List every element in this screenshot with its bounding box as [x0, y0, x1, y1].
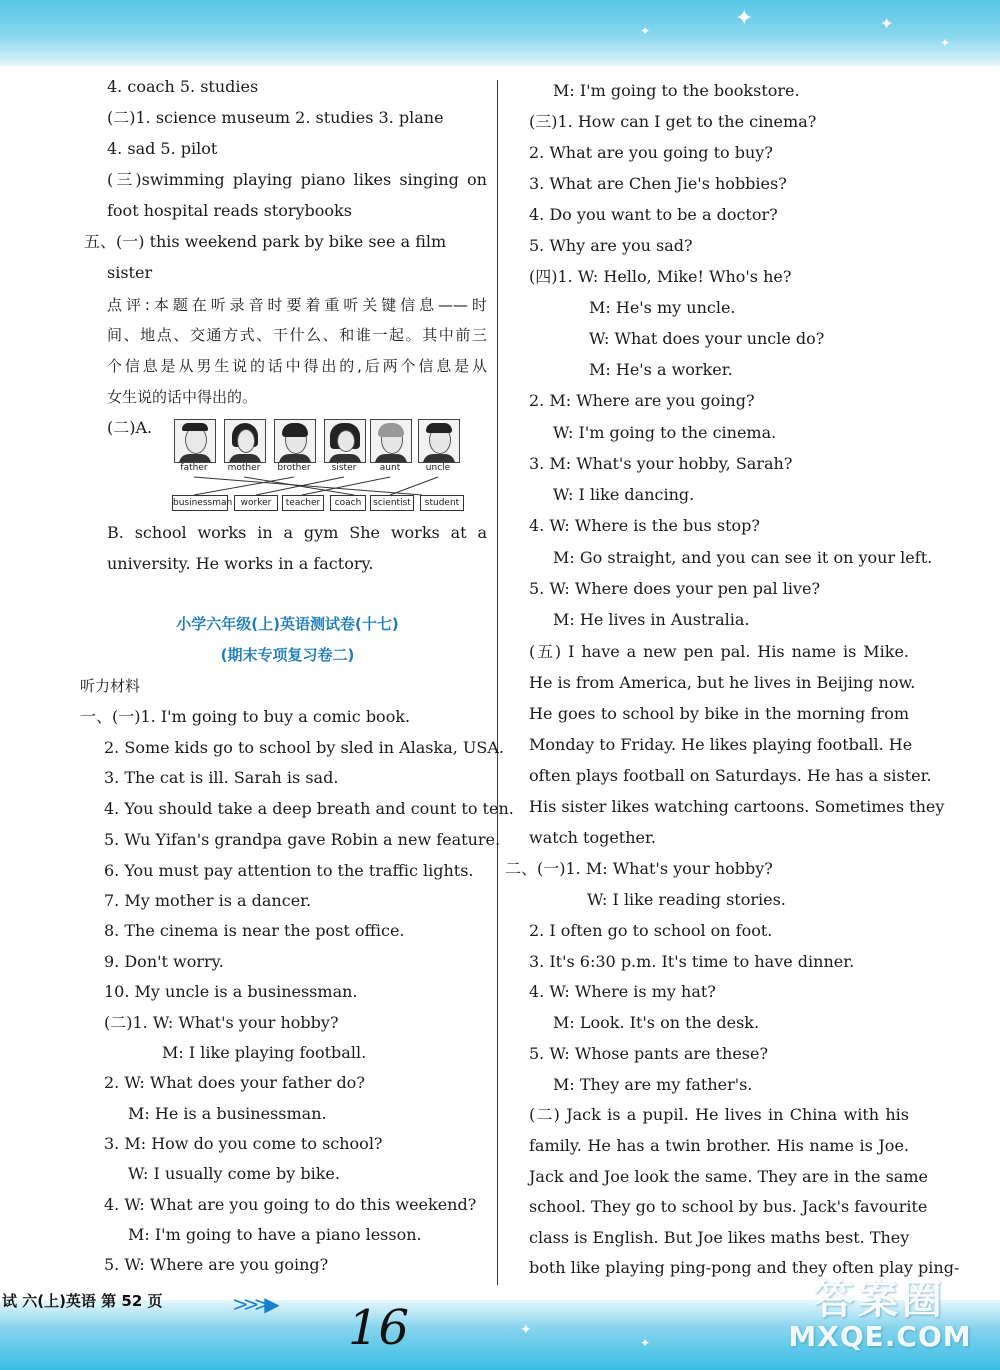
passage-line: Jack and Joe look the same. They are in the same [529, 1167, 928, 1186]
answer-line: foot hospital reads storybooks [107, 201, 352, 220]
watermark-title: 答案圈 [814, 1277, 946, 1323]
script-line: 5. W: Whose pants are these? [529, 1044, 769, 1063]
script-line: M: He lives in Australia. [553, 610, 750, 629]
sparkle-icon: ✦ [735, 6, 754, 31]
answer-line: 4. coach 5. studies [107, 77, 259, 96]
script-line: 3. The cat is ill. Sarah is sad. [104, 768, 339, 787]
job-box: student [420, 495, 464, 511]
script-line: M: I like playing football. [162, 1043, 367, 1062]
section-heading: 听力材料 [80, 677, 141, 695]
sparkle-icon: ✦ [940, 36, 951, 50]
script-line: 5. Wu Yifan's grandpa gave Robin a new feature. [104, 830, 501, 849]
script-line: 4. W: Where is my hat? [529, 982, 716, 1001]
script-line: W: I'm going to the cinema. [553, 423, 777, 442]
mother-portrait [224, 419, 266, 463]
test-title: 小学六年级(上)英语测试卷(十七) [176, 615, 399, 633]
father-portrait [174, 419, 216, 463]
script-line: M: He's a worker. [589, 360, 733, 379]
script-line: M: I'm going to the bookstore. [553, 81, 800, 100]
comment-line: 间、地点、交通方式、干什么、和谁一起。其中前三 [107, 326, 487, 344]
person-label: father [180, 463, 208, 473]
script-line: 2. What are you going to buy? [529, 143, 773, 162]
page-footer: 试 六(上)英语 第 52 页 [2, 1292, 163, 1310]
watermark [770, 1278, 990, 1352]
script-line: 5. Why are you sad? [529, 236, 693, 255]
passage-line: (二) Jack is a pupil. He lives in China with his [529, 1105, 909, 1124]
person-label: uncle [425, 463, 451, 473]
test-subtitle: (期末专项复习卷二) [220, 646, 355, 664]
script-line: (二)1. W: What's your hobby? [104, 1013, 339, 1032]
script-line: (四)1. W: Hello, Mike! Who's he? [529, 267, 792, 286]
script-line: M: He's my uncle. [589, 298, 736, 317]
passage-line: His sister likes watching cartoons. Sometimes they [529, 797, 945, 816]
script-line: 9. Don't worry. [104, 952, 224, 971]
comment-line: 个信息是从男生说的话中得出的,后两个信息是从 [107, 357, 487, 375]
script-line: 8. The cinema is near the post office. [104, 921, 405, 940]
script-line: 二、(一)1. M: What's your hobby? [505, 859, 773, 878]
answer-line: 4. sad 5. pilot [107, 139, 218, 158]
brother-portrait [274, 419, 316, 463]
answer-line: (三)swimming playing piano likes singing on [107, 170, 487, 189]
script-line: 一、(一)1. I'm going to buy a comic book. [80, 707, 411, 726]
arrow-icon: >>>▶ [232, 1292, 274, 1316]
script-line: W: What does your uncle do? [589, 329, 825, 348]
passage-line: (五) I have a new pen pal. His name is Mike. [529, 642, 909, 661]
sparkle-icon: ✦ [640, 24, 651, 38]
sparkle-icon: ✦ [880, 14, 894, 33]
aunt-portrait [370, 419, 412, 463]
script-line: M: I'm going to have a piano lesson. [128, 1225, 422, 1244]
passage-line: often plays football on Saturdays. He has a sister. [529, 766, 932, 785]
answer-line: 五、(一) this weekend park by bike see a film [84, 232, 447, 251]
script-line: 2. W: What does your father do? [104, 1073, 365, 1092]
comment-line: 点评:本题在听录音时要着重听关键信息——时 [107, 296, 487, 314]
job-box: coach [330, 495, 366, 511]
script-line: 6. You must pay attention to the traffic lights. [104, 861, 474, 880]
passage-line: family. He has a twin brother. His name is Joe. [529, 1136, 909, 1155]
answer-line: B. school works in a gym She works at a [107, 523, 487, 542]
job-box: teacher [282, 495, 324, 511]
script-line: 4. W: What are you going to do this weekend? [104, 1195, 477, 1214]
top-decorative-band [0, 0, 1000, 66]
job-box: scientist [370, 495, 414, 511]
script-line: M: Go straight, and you can see it on your left. [553, 548, 933, 567]
passage-line: watch together. [529, 828, 656, 847]
script-line: W: I like reading stories. [587, 890, 786, 909]
person-label: mother [227, 463, 261, 473]
script-line: 2. I often go to school on foot. [529, 921, 773, 940]
person-label: aunt [379, 463, 401, 473]
script-line: W: I like dancing. [553, 485, 695, 504]
script-line: 3. M: How do you come to school? [104, 1134, 383, 1153]
passage-line: both like playing ping-pong and they often play ping- [529, 1258, 960, 1277]
script-line: 3. M: What's your hobby, Sarah? [529, 454, 793, 473]
script-line: 3. It's 6:30 p.m. It's time to have dinner. [529, 952, 855, 971]
passage-line: school. They go to school by bus. Jack's favourite [529, 1197, 928, 1216]
script-line: M: They are my father's. [553, 1075, 753, 1094]
passage-line: class is English. But Joe likes maths best. They [529, 1228, 910, 1247]
person-label: sister [331, 463, 357, 473]
script-line: 4. Do you want to be a doctor? [529, 205, 778, 224]
script-line: 4. You should take a deep breath and count to ten. [104, 799, 514, 818]
answer-line: university. He works in a factory. [107, 554, 374, 573]
script-line: 10. My uncle is a businessman. [104, 982, 358, 1001]
script-line: 5. W: Where does your pen pal live? [529, 579, 821, 598]
passage-line: Monday to Friday. He likes playing football. He [529, 735, 913, 754]
job-box: businessman [172, 495, 228, 511]
sparkle-icon: ✦ [640, 1336, 651, 1350]
job-box: worker [234, 495, 278, 511]
script-line: 2. M: Where are you going? [529, 391, 755, 410]
script-line: M: Look. It's on the desk. [553, 1013, 760, 1032]
answer-line: sister [107, 263, 153, 282]
answer-line: (二)1. science museum 2. studies 3. plane [107, 108, 444, 127]
script-line: W: I usually come by bike. [128, 1164, 340, 1183]
passage-line: He is from America, but he lives in Beijing now. [529, 673, 916, 692]
answer-line: (二)A. [107, 418, 153, 437]
uncle-portrait [418, 419, 460, 463]
script-line: 7. My mother is a dancer. [104, 891, 312, 910]
script-line: 3. What are Chen Jie's hobbies? [529, 174, 787, 193]
watermark-url: MXQE.COM [788, 1320, 972, 1353]
comment-line: 女生说的话中得出的。 [107, 388, 258, 406]
sparkle-icon: ✦ [520, 1322, 532, 1338]
passage-line: He goes to school by bike in the morning from [529, 704, 909, 723]
handwritten-page-number: 16 [348, 1300, 410, 1356]
sister-portrait [324, 419, 366, 463]
person-label: brother [277, 463, 311, 473]
script-line: 2. Some kids go to school by sled in Alaska, USA. [104, 738, 504, 757]
matching-figure [172, 419, 472, 511]
script-line: 4. W: Where is the bus stop? [529, 516, 760, 535]
script-line: M: He is a businessman. [128, 1104, 327, 1123]
column-divider [497, 80, 498, 1285]
script-line: (三)1. How can I get to the cinema? [529, 112, 817, 131]
script-line: 5. W: Where are you going? [104, 1255, 329, 1274]
